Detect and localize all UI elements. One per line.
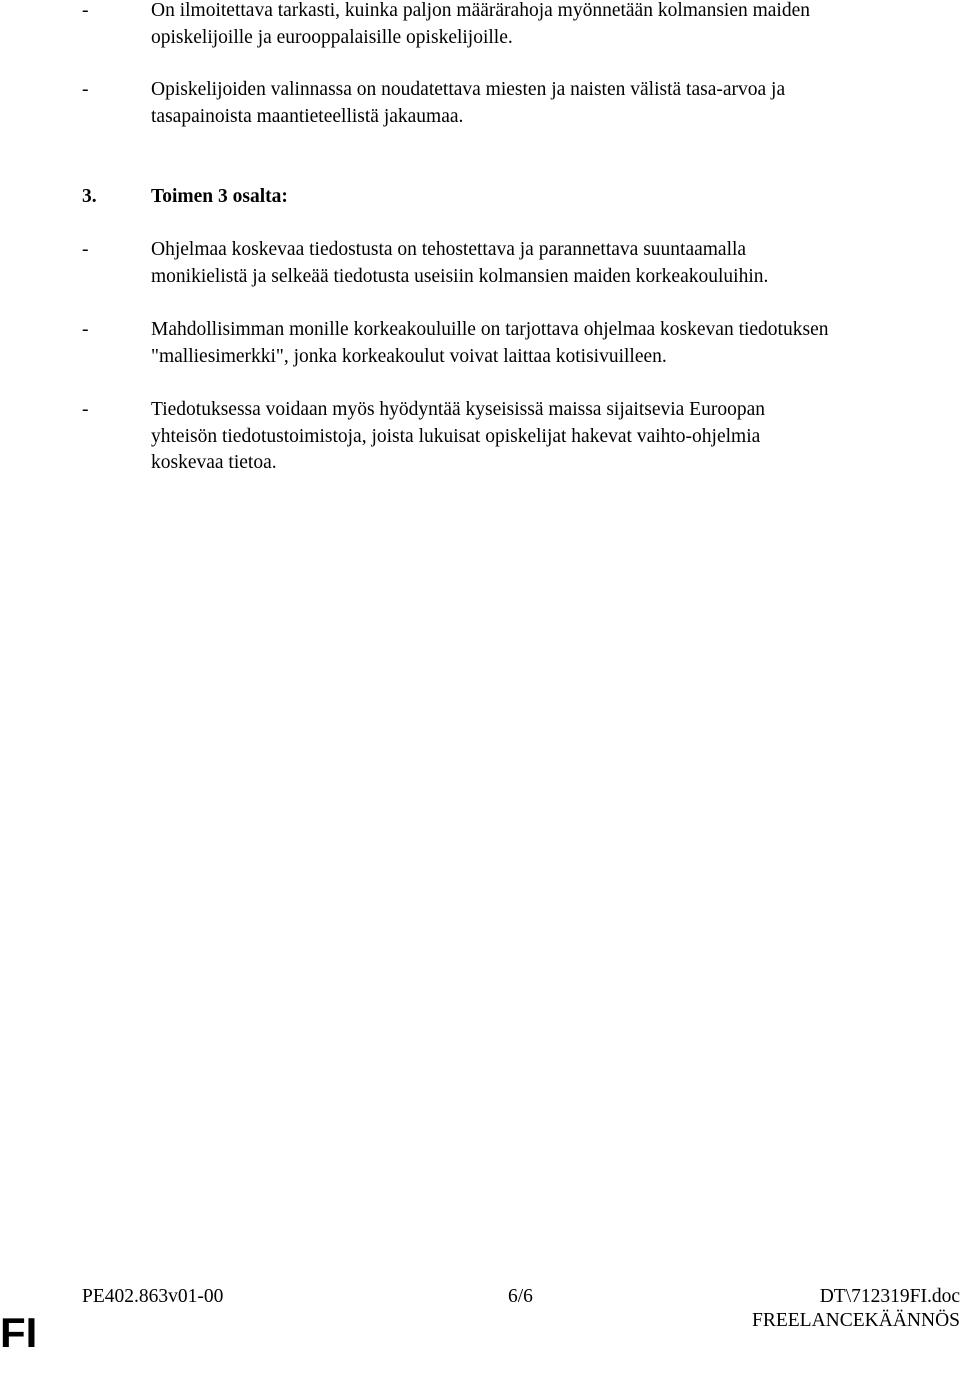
bullet-dash: - [82,319,89,340]
bullet-dash: - [82,79,89,100]
footer-status: FREELANCEKÄÄNNÖS [751,1310,960,1331]
bullet-dash: - [82,0,89,21]
footer-document-id: DT\712319FI.doc [819,1286,960,1307]
footer-page-number: 6/6 [508,1286,533,1307]
text-line: Opiskelijoiden valinnassa on noudatettava miesten ja naisten välistä tasa-arvoa ja [151,79,786,100]
language-code: FI [0,1309,38,1356]
text-line: Mahdollisimman monille korkeakouluille on tarjottava ohjelmaa koskevan tiedotuksen [151,319,829,340]
bullet-text [151,0,958,51]
text-line: tasapainoista maantieteellistä jakaumaa. [151,105,464,127]
bullet-text [151,237,958,290]
bullet-text [151,77,958,130]
text-line: "malliesimerkki", jonka korkeakoulut voivat laittaa kotisivuilleen. [151,345,667,367]
bullet-text [151,317,958,370]
bullet-text [151,397,958,477]
text-line: koskevaa tietoa. [151,452,277,473]
bullet-dash: - [82,239,89,260]
footer-reference: PE402.863v01-00 [82,1286,224,1307]
section-number: 3. [82,186,97,207]
text-line: Tiedotuksessa voidaan myös hyödyntää kyseisissä maissa sijaitsevia Euroopan [151,399,765,420]
section-title: Toimen 3 osalta: [151,186,288,207]
bullet-dash: - [82,399,89,420]
text-line: yhteisön tiedotustoimistoja, joista lukuisat opiskelijat hakevat vaihto-ohjelmia [151,425,761,447]
text-line: opiskelijoille ja eurooppalaisille opiskelijoille. [151,26,513,48]
text-line: On ilmoitettava tarkasti, kuinka paljon määrärahoja myönnetään kolmansien maiden [151,0,811,21]
text-line: monikielistä ja selkeää tiedotusta useisiin kolmansien maiden korkeakouluihin. [151,265,769,287]
text-line: Ohjelmaa koskevaa tiedostusta on tehostettava ja parannettava suuntaamalla [151,239,747,260]
